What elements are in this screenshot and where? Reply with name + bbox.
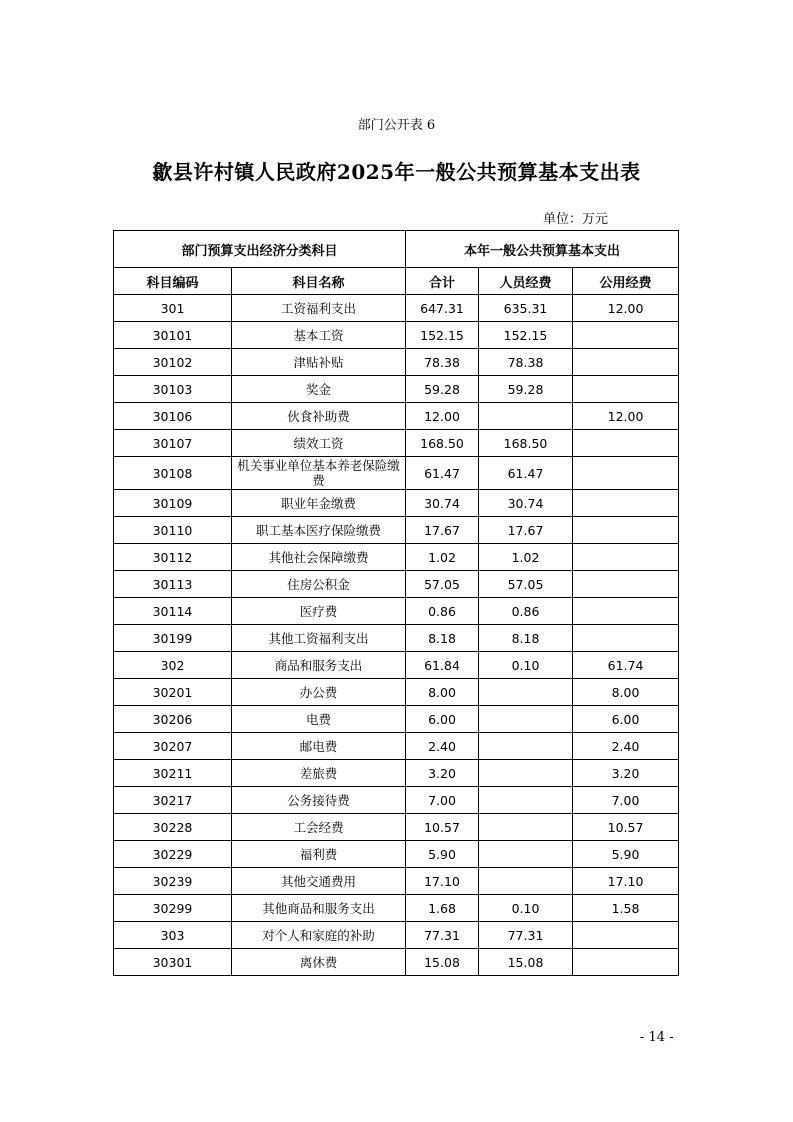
cell-total: 78.38: [406, 349, 479, 376]
cell-name: 医疗费: [232, 598, 406, 625]
cell-name: 工会经费: [232, 814, 406, 841]
cell-total: 0.86: [406, 598, 479, 625]
cell-total: 17.67: [406, 517, 479, 544]
table-row: [114, 517, 679, 544]
cell-code: 30109: [114, 490, 232, 517]
cell-code: 30301: [114, 949, 232, 976]
cell-name: 职业年金缴费: [232, 490, 406, 517]
cell-code: 30113: [114, 571, 232, 598]
cell-personnel: 57.05: [479, 571, 573, 598]
cell-personnel: 61.47: [479, 457, 573, 490]
cell-name: 其他社会保障缴费: [232, 544, 406, 571]
cell-name: 对个人和家庭的补助: [232, 922, 406, 949]
group-header-row: [114, 231, 679, 268]
cell-code: 30110: [114, 517, 232, 544]
cell-personnel: 168.50: [479, 430, 573, 457]
cell-personnel: [479, 679, 573, 706]
column-header-public: 公用经费: [573, 268, 679, 295]
cell-public: 5.90: [573, 841, 679, 868]
cell-personnel: 0.10: [479, 652, 573, 679]
cell-personnel: [479, 814, 573, 841]
cell-code: 30103: [114, 376, 232, 403]
cell-code: 30206: [114, 706, 232, 733]
cell-public: 2.40: [573, 733, 679, 760]
table-row: [114, 430, 679, 457]
table-row: [114, 322, 679, 349]
cell-personnel: 635.31: [479, 295, 573, 322]
cell-public: 12.00: [573, 295, 679, 322]
group-header-classification: 部门预算支出经济分类科目: [114, 231, 406, 268]
cell-total: 17.10: [406, 868, 479, 895]
cell-public: [573, 517, 679, 544]
cell-personnel: [479, 403, 573, 430]
cell-total: 10.57: [406, 814, 479, 841]
table-row: [114, 571, 679, 598]
cell-personnel: 15.08: [479, 949, 573, 976]
cell-name: 津贴补贴: [232, 349, 406, 376]
table-row: [114, 376, 679, 403]
cell-code: 303: [114, 922, 232, 949]
table-row: [114, 814, 679, 841]
table-row: [114, 949, 679, 976]
cell-total: 1.68: [406, 895, 479, 922]
cell-name: 工资福利支出: [232, 295, 406, 322]
cell-total: 168.50: [406, 430, 479, 457]
table-body: [114, 295, 679, 976]
cell-public: [573, 571, 679, 598]
cell-name: 伙食补助费: [232, 403, 406, 430]
column-header-total: 合计: [406, 268, 479, 295]
cell-public: [573, 544, 679, 571]
table-row: [114, 868, 679, 895]
cell-name: 商品和服务支出: [232, 652, 406, 679]
cell-public: [573, 625, 679, 652]
table-row: [114, 652, 679, 679]
table-row: [114, 295, 679, 322]
cell-name: 电费: [232, 706, 406, 733]
cell-personnel: 59.28: [479, 376, 573, 403]
cell-total: 2.40: [406, 733, 479, 760]
cell-total: 1.02: [406, 544, 479, 571]
table-row: [114, 544, 679, 571]
table-row: [114, 457, 679, 490]
column-header-row: [114, 268, 679, 295]
cell-name: 基本工资: [232, 322, 406, 349]
table-row: [114, 787, 679, 814]
cell-name: 奖金: [232, 376, 406, 403]
cell-code: 30228: [114, 814, 232, 841]
cell-personnel: 152.15: [479, 322, 573, 349]
cell-total: 59.28: [406, 376, 479, 403]
cell-name: 办公费: [232, 679, 406, 706]
cell-total: 15.08: [406, 949, 479, 976]
table-row: [114, 625, 679, 652]
cell-code: 30199: [114, 625, 232, 652]
cell-public: [573, 598, 679, 625]
table-row: [114, 679, 679, 706]
cell-total: 12.00: [406, 403, 479, 430]
cell-personnel: 77.31: [479, 922, 573, 949]
cell-total: 57.05: [406, 571, 479, 598]
cell-public: [573, 322, 679, 349]
cell-code: 30211: [114, 760, 232, 787]
cell-name: 差旅费: [232, 760, 406, 787]
cell-code: 30201: [114, 679, 232, 706]
cell-code: 30107: [114, 430, 232, 457]
cell-public: 6.00: [573, 706, 679, 733]
document-title: 歙县许村镇人民政府2025年一般公共预算基本支出表: [152, 160, 641, 184]
cell-personnel: [479, 787, 573, 814]
cell-name: 邮电费: [232, 733, 406, 760]
cell-name: 绩效工资: [232, 430, 406, 457]
cell-total: 647.31: [406, 295, 479, 322]
table-row: [114, 895, 679, 922]
cell-public: [573, 376, 679, 403]
cell-code: 30299: [114, 895, 232, 922]
cell-personnel: 17.67: [479, 517, 573, 544]
cell-total: 8.00: [406, 679, 479, 706]
cell-total: 5.90: [406, 841, 479, 868]
table-row: [114, 349, 679, 376]
cell-personnel: 8.18: [479, 625, 573, 652]
cell-code: 30112: [114, 544, 232, 571]
cell-name: 住房公积金: [232, 571, 406, 598]
cell-total: 152.15: [406, 322, 479, 349]
cell-personnel: 30.74: [479, 490, 573, 517]
column-header-personnel: 人员经费: [479, 268, 573, 295]
cell-public: [573, 949, 679, 976]
cell-code: 30106: [114, 403, 232, 430]
cell-code: 30229: [114, 841, 232, 868]
cell-code: 30207: [114, 733, 232, 760]
cell-public: 10.57: [573, 814, 679, 841]
cell-personnel: [479, 706, 573, 733]
cell-personnel: [479, 841, 573, 868]
cell-personnel: [479, 760, 573, 787]
column-header-name: 科目名称: [232, 268, 406, 295]
cell-personnel: 0.10: [479, 895, 573, 922]
cell-code: 30101: [114, 322, 232, 349]
cell-code: 30217: [114, 787, 232, 814]
budget-table: [113, 230, 679, 976]
cell-personnel: [479, 733, 573, 760]
cell-personnel: 0.86: [479, 598, 573, 625]
group-header-basic-expenditure: 本年一般公共预算基本支出: [406, 231, 679, 268]
cell-public: 61.74: [573, 652, 679, 679]
column-header-code: 科目编码: [114, 268, 232, 295]
table-row: [114, 403, 679, 430]
cell-code: 30239: [114, 868, 232, 895]
cell-code: 30114: [114, 598, 232, 625]
cell-public: [573, 490, 679, 517]
table-row: [114, 733, 679, 760]
cell-total: 8.18: [406, 625, 479, 652]
cell-name: 离休费: [232, 949, 406, 976]
cell-public: [573, 430, 679, 457]
cell-public: 1.58: [573, 895, 679, 922]
cell-public: [573, 922, 679, 949]
cell-name: 福利费: [232, 841, 406, 868]
cell-name: 职工基本医疗保险缴费: [232, 517, 406, 544]
cell-personnel: 1.02: [479, 544, 573, 571]
cell-public: 7.00: [573, 787, 679, 814]
cell-total: 6.00: [406, 706, 479, 733]
cell-code: 302: [114, 652, 232, 679]
cell-total: 77.31: [406, 922, 479, 949]
cell-public: 8.00: [573, 679, 679, 706]
table-row: [114, 922, 679, 949]
unit-label: 单位：万元: [543, 212, 609, 227]
table-row: [114, 841, 679, 868]
cell-name: 机关事业单位基本养老保险缴费: [232, 457, 406, 490]
cell-public: 3.20: [573, 760, 679, 787]
cell-total: 30.74: [406, 490, 479, 517]
cell-public: [573, 349, 679, 376]
cell-name: 其他工资福利支出: [232, 625, 406, 652]
table-row: [114, 760, 679, 787]
cell-code: 30102: [114, 349, 232, 376]
table-row: [114, 706, 679, 733]
document-label: 部门公开表 6: [357, 118, 436, 133]
page-number: - 14 -: [640, 1030, 674, 1045]
table-row: [114, 490, 679, 517]
cell-code: 301: [114, 295, 232, 322]
cell-public: 12.00: [573, 403, 679, 430]
cell-total: 61.47: [406, 457, 479, 490]
cell-name: 其他交通费用: [232, 868, 406, 895]
cell-code: 30108: [114, 457, 232, 490]
cell-total: 3.20: [406, 760, 479, 787]
cell-total: 7.00: [406, 787, 479, 814]
cell-name: 其他商品和服务支出: [232, 895, 406, 922]
cell-name: 公务接待费: [232, 787, 406, 814]
cell-personnel: [479, 868, 573, 895]
cell-total: 61.84: [406, 652, 479, 679]
table-row: [114, 598, 679, 625]
cell-personnel: 78.38: [479, 349, 573, 376]
cell-public: [573, 457, 679, 490]
cell-public: 17.10: [573, 868, 679, 895]
